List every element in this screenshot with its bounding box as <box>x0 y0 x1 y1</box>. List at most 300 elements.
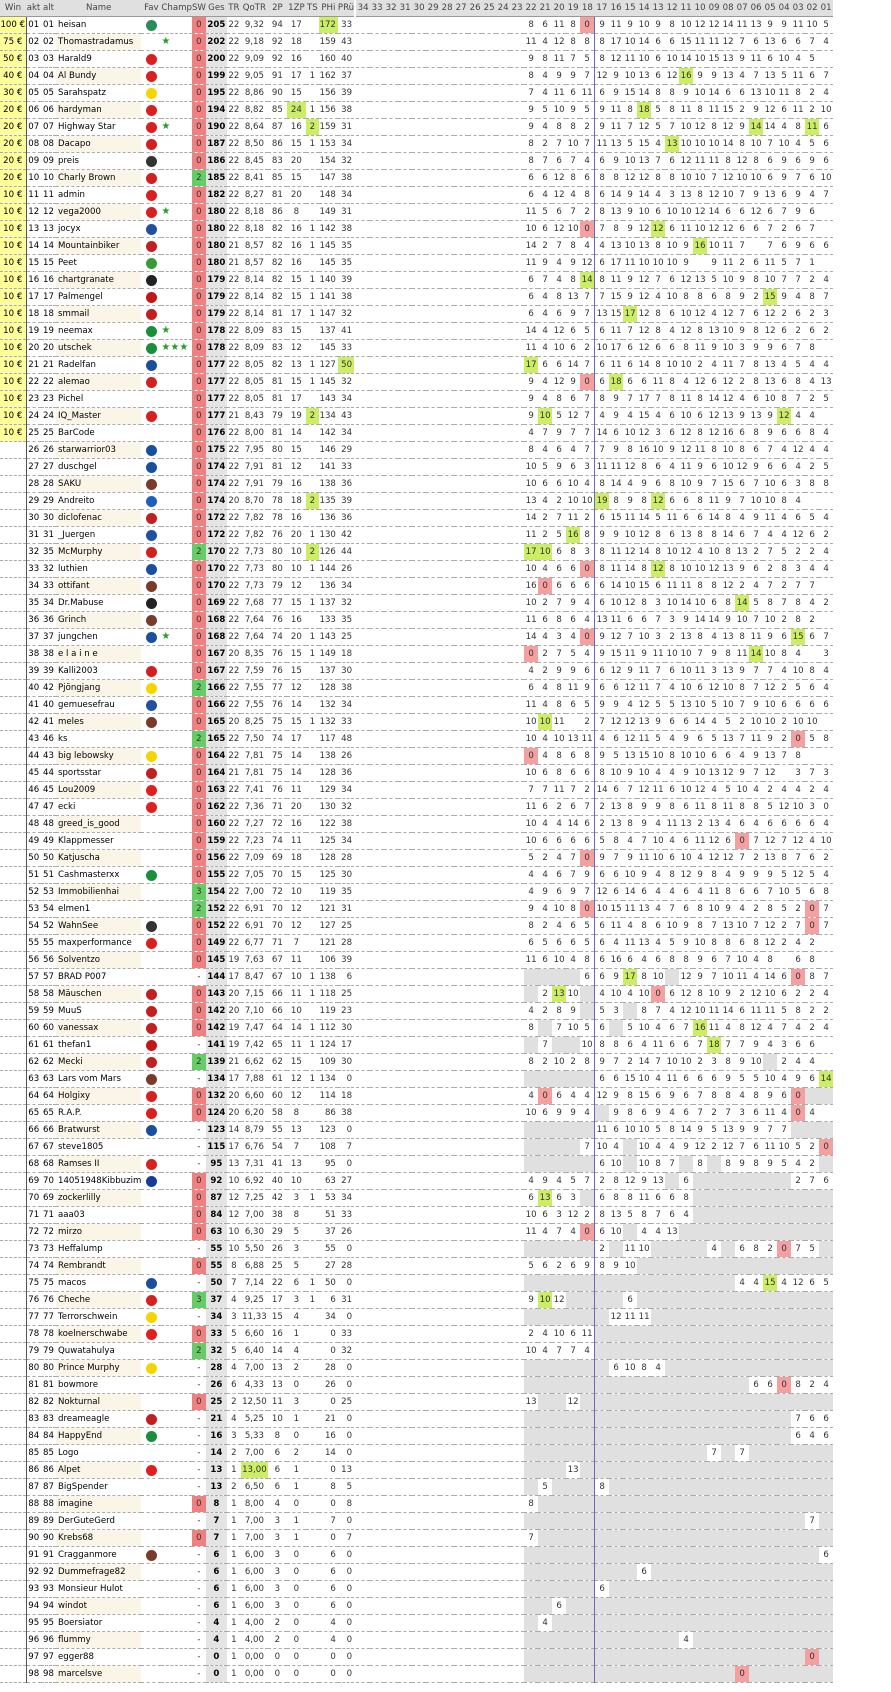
col-round-08[interactable]: 08 <box>721 0 735 17</box>
table-row[interactable] <box>0 1173 833 1190</box>
col-phi[interactable]: PHi <box>319 0 338 17</box>
col-round-05[interactable]: 05 <box>763 0 777 17</box>
player-name-link[interactable]: Heffalump <box>56 1241 141 1258</box>
col-round-33[interactable]: 33 <box>370 0 384 17</box>
col-win[interactable]: Win <box>0 0 26 17</box>
phi-value: 145 <box>319 340 338 357</box>
round-score: 9 <box>707 646 721 663</box>
col-round-30[interactable]: 30 <box>412 0 426 17</box>
col-ts[interactable]: TS <box>306 0 319 17</box>
table-row[interactable] <box>0 663 833 680</box>
table-row[interactable] <box>0 425 833 442</box>
col-round-14[interactable]: 14 <box>637 0 651 17</box>
table-row[interactable] <box>0 1445 833 1462</box>
player-name-link[interactable]: Thomastradamus <box>56 34 141 51</box>
table-row[interactable] <box>0 153 833 170</box>
player-name-link[interactable]: vanessax <box>56 1020 141 1037</box>
round-score: 8 <box>805 476 819 493</box>
col-round-11[interactable]: 11 <box>679 0 693 17</box>
player-name-link[interactable]: Mountainbiker <box>56 238 141 255</box>
table-row[interactable] <box>0 459 833 476</box>
table-row[interactable] <box>0 1428 833 1445</box>
table-row[interactable] <box>0 680 833 697</box>
player-name-link[interactable]: Pjöngjang <box>56 680 141 697</box>
col-round-20[interactable]: 20 <box>552 0 566 17</box>
col-round-22[interactable]: 22 <box>524 0 538 17</box>
round-score <box>580 1360 595 1377</box>
table-row[interactable] <box>0 1343 833 1360</box>
table-row[interactable] <box>0 391 833 408</box>
table-row[interactable] <box>0 748 833 765</box>
table-row[interactable] <box>0 697 833 714</box>
player-name-link[interactable]: Solventzo <box>56 952 141 969</box>
player-name-link[interactable]: BRAD P007 <box>56 969 141 986</box>
player-name-link[interactable]: Boersiator <box>56 1615 141 1632</box>
round-score: 10 <box>524 765 538 782</box>
qotr-value: 8,00 <box>241 1496 268 1513</box>
pru-value: 31 <box>338 901 354 918</box>
player-name-link[interactable]: Pichel <box>56 391 141 408</box>
player-name-link[interactable]: Dr.Mabuse <box>56 595 141 612</box>
round-score <box>496 527 510 544</box>
player-name-link[interactable]: Grinch <box>56 612 141 629</box>
table-row[interactable] <box>0 612 833 629</box>
table-row[interactable] <box>0 629 833 646</box>
round-score: 4 <box>609 935 623 952</box>
round-score: 6 <box>566 1258 580 1275</box>
player-name-link[interactable]: Cragganmore <box>56 1547 141 1564</box>
table-row[interactable] <box>0 1037 833 1054</box>
table-row[interactable] <box>0 578 833 595</box>
player-name-link[interactable]: vega2000 <box>56 204 141 221</box>
round-score: 6 <box>595 1224 610 1241</box>
round-score: 9 <box>749 459 763 476</box>
round-score: 6 <box>749 34 763 51</box>
round-score: 7 <box>777 833 791 850</box>
table-row[interactable] <box>0 799 833 816</box>
col-round-24[interactable]: 24 <box>496 0 510 17</box>
favorite-club-icon <box>141 1088 161 1105</box>
col-round-07[interactable]: 07 <box>735 0 749 17</box>
player-name-link[interactable]: Klappmesser <box>56 833 141 850</box>
table-row[interactable] <box>0 1241 833 1258</box>
table-row[interactable] <box>0 85 833 102</box>
table-row[interactable] <box>0 1564 833 1581</box>
col-round-02[interactable]: 02 <box>805 0 819 17</box>
table-row[interactable] <box>0 476 833 493</box>
player-name-link[interactable]: hardyman <box>56 102 141 119</box>
col-sw[interactable]: SW <box>192 0 206 17</box>
col-fav[interactable]: Fav <box>141 0 161 17</box>
table-row[interactable] <box>0 1615 833 1632</box>
player-name-link[interactable]: imagine <box>56 1496 141 1513</box>
table-row[interactable] <box>0 595 833 612</box>
col-round-34[interactable]: 34 <box>356 0 370 17</box>
table-row[interactable] <box>0 1292 833 1309</box>
col-round-29[interactable]: 29 <box>426 0 440 17</box>
player-name-link[interactable]: Lou2009 <box>56 782 141 799</box>
table-row[interactable] <box>0 289 833 306</box>
player-name-link[interactable]: sportsstar <box>56 765 141 782</box>
player-name-link[interactable]: big lebowsky <box>56 748 141 765</box>
table-row[interactable] <box>0 1326 833 1343</box>
table-row[interactable] <box>0 1411 833 1428</box>
player-name-link[interactable]: WahnSee <box>56 918 141 935</box>
round-score: 8 <box>665 952 679 969</box>
table-row[interactable] <box>0 1581 833 1598</box>
player-name-link[interactable]: BigSpender <box>56 1479 141 1496</box>
table-row[interactable] <box>0 323 833 340</box>
table-row[interactable] <box>0 833 833 850</box>
player-name-link[interactable]: Andreito <box>56 493 141 510</box>
table-row[interactable] <box>0 1547 833 1564</box>
pru-value: 26 <box>338 748 354 765</box>
col-round-28[interactable]: 28 <box>440 0 454 17</box>
player-name-link[interactable]: e l a i n e <box>56 646 141 663</box>
table-row[interactable] <box>0 867 833 884</box>
col-alt[interactable]: alt <box>41 0 56 17</box>
total-points: 186 <box>206 153 227 170</box>
player-name-link[interactable]: Dacapo <box>56 136 141 153</box>
player-name-link[interactable]: Rembrandt <box>56 1258 141 1275</box>
player-name-link[interactable]: Radelfan <box>56 357 141 374</box>
col-name[interactable]: Name <box>56 0 141 17</box>
player-name-link[interactable]: thefan1 <box>56 1037 141 1054</box>
round-score <box>791 1190 805 1207</box>
col-round-16[interactable]: 16 <box>609 0 623 17</box>
player-name-link[interactable]: luthien <box>56 561 141 578</box>
ts-value <box>306 1156 319 1173</box>
player-name-link[interactable]: neemax <box>56 323 141 340</box>
table-row[interactable] <box>0 765 833 782</box>
table-row[interactable] <box>0 238 833 255</box>
table-row[interactable] <box>0 1156 833 1173</box>
player-name-link[interactable]: Logo <box>56 1445 141 1462</box>
player-name-link[interactable]: 14051948Kibbuzim <box>56 1173 141 1190</box>
qotr-value: 8,00 <box>241 425 268 442</box>
player-name-link[interactable]: Palmengel <box>56 289 141 306</box>
player-name-link[interactable]: Dummefrage82 <box>56 1564 141 1581</box>
table-row[interactable] <box>0 1598 833 1615</box>
player-name-link[interactable]: Terrorschwein <box>56 1309 141 1326</box>
table-row[interactable] <box>0 17 833 34</box>
round-score: 3 <box>609 1003 623 1020</box>
table-row[interactable] <box>0 850 833 867</box>
round-score: 6 <box>735 1003 749 1020</box>
col-tr[interactable]: TR <box>227 0 241 17</box>
round-score <box>454 1258 468 1275</box>
round-score <box>468 1037 482 1054</box>
table-row[interactable] <box>0 136 833 153</box>
player-name-link[interactable]: gemuesefrau <box>56 697 141 714</box>
col-round-25[interactable]: 25 <box>482 0 496 17</box>
table-row[interactable] <box>0 527 833 544</box>
player-name-link[interactable]: smmail <box>56 306 141 323</box>
table-row[interactable] <box>0 1462 833 1479</box>
qotr-value: 7,59 <box>241 663 268 680</box>
player-name-link[interactable]: Cashmasterxx <box>56 867 141 884</box>
table-row[interactable] <box>0 51 833 68</box>
table-row[interactable] <box>0 306 833 323</box>
round-score <box>580 1462 595 1479</box>
col-round-19[interactable]: 19 <box>566 0 580 17</box>
round-score <box>412 901 426 918</box>
col-round-13[interactable]: 13 <box>651 0 665 17</box>
table-row[interactable] <box>0 1479 833 1496</box>
round-score: 9 <box>749 748 763 765</box>
player-name-link[interactable]: HappyEnd <box>56 1428 141 1445</box>
round-score <box>538 1530 552 1547</box>
player-name-link[interactable]: heisan <box>56 17 141 34</box>
round-score <box>356 1615 370 1632</box>
player-name-link[interactable]: Alpet <box>56 1462 141 1479</box>
rank-previous: 42 <box>41 680 56 697</box>
col-round-06[interactable]: 06 <box>749 0 763 17</box>
table-row[interactable] <box>0 170 833 187</box>
player-name-link[interactable]: Highway Star <box>56 119 141 136</box>
col-round-09[interactable]: 09 <box>707 0 721 17</box>
player-name-link[interactable]: starwarrior03 <box>56 442 141 459</box>
prize-cell <box>0 527 26 544</box>
player-name-link[interactable]: steve1805 <box>56 1139 141 1156</box>
player-name-link[interactable]: zockerlilly <box>56 1190 141 1207</box>
round-score: 11 <box>609 612 623 629</box>
player-name-link[interactable]: maxperformance <box>56 935 141 952</box>
table-row[interactable] <box>0 1139 833 1156</box>
table-row[interactable] <box>0 1088 833 1105</box>
col-round-15[interactable]: 15 <box>623 0 637 17</box>
player-name-link[interactable]: Ramses II <box>56 1156 141 1173</box>
table-row[interactable] <box>0 408 833 425</box>
player-name-link[interactable]: windot <box>56 1598 141 1615</box>
table-row[interactable] <box>0 731 833 748</box>
player-name-link[interactable]: Mecki <box>56 1054 141 1071</box>
table-row[interactable] <box>0 544 833 561</box>
phi-value: 119 <box>319 1003 338 1020</box>
player-name-link[interactable]: duschgel <box>56 459 141 476</box>
player-name-link[interactable]: diclofenac <box>56 510 141 527</box>
round-score: 6 <box>707 748 721 765</box>
player-name-link[interactable]: BarCode <box>56 425 141 442</box>
table-row[interactable] <box>0 782 833 799</box>
col-round-18[interactable]: 18 <box>580 0 595 17</box>
table-row[interactable] <box>0 1071 833 1088</box>
player-name-link[interactable]: Peet <box>56 255 141 272</box>
player-name-link[interactable]: SAKU <box>56 476 141 493</box>
player-name-link[interactable]: jungchen <box>56 629 141 646</box>
player-name-link[interactable]: jocyx <box>56 221 141 238</box>
round-score <box>552 1394 566 1411</box>
player-name-link[interactable]: Krebs68 <box>56 1530 141 1547</box>
player-name-link[interactable]: ks <box>56 731 141 748</box>
table-row[interactable] <box>0 1207 833 1224</box>
phi-value: 6 <box>319 1292 338 1309</box>
col-1zp[interactable]: 1ZP <box>287 0 306 17</box>
col-round-23[interactable]: 23 <box>510 0 524 17</box>
round-score: 13 <box>595 612 610 629</box>
player-name-link[interactable]: Katjuscha <box>56 850 141 867</box>
player-name-link[interactable]: DerGuteGerd <box>56 1513 141 1530</box>
player-name-link[interactable]: elmen1 <box>56 901 141 918</box>
table-row[interactable] <box>0 952 833 969</box>
table-row[interactable] <box>0 1122 833 1139</box>
col-round-32[interactable]: 32 <box>384 0 398 17</box>
round-score: 12 <box>552 323 566 340</box>
prize-cell <box>0 935 26 952</box>
player-name-link[interactable]: Al Bundy <box>56 68 141 85</box>
table-row[interactable] <box>0 374 833 391</box>
table-row[interactable] <box>0 510 833 527</box>
player-name-link[interactable]: Lars vom Mars <box>56 1071 141 1088</box>
table-row[interactable] <box>0 1377 833 1394</box>
col-round-17[interactable]: 17 <box>595 0 610 17</box>
table-row[interactable] <box>0 1190 833 1207</box>
player-name-link[interactable]: utschek <box>56 340 141 357</box>
table-row[interactable] <box>0 1496 833 1513</box>
col-champ[interactable]: Champ <box>161 0 192 17</box>
table-row[interactable] <box>0 34 833 51</box>
table-row[interactable] <box>0 1105 833 1122</box>
table-row[interactable] <box>0 1224 833 1241</box>
col-pru[interactable]: PRü <box>338 0 354 17</box>
table-row[interactable] <box>0 1054 833 1071</box>
player-name-link[interactable]: Charly Brown <box>56 170 141 187</box>
player-name-link[interactable]: Bratwurst <box>56 1122 141 1139</box>
player-name-link[interactable]: MuuS <box>56 1003 141 1020</box>
player-name-link[interactable]: Prince Murphy <box>56 1360 141 1377</box>
table-row[interactable] <box>0 884 833 901</box>
player-name-link[interactable]: IQ_Master <box>56 408 141 425</box>
player-name-link[interactable]: koelnerschwabe <box>56 1326 141 1343</box>
table-row[interactable] <box>0 1003 833 1020</box>
col-round-04[interactable]: 04 <box>777 0 791 17</box>
table-row[interactable] <box>0 918 833 935</box>
col-ges[interactable]: Ges <box>206 0 227 17</box>
col-akt[interactable]: akt <box>26 0 41 17</box>
table-row[interactable] <box>0 1394 833 1411</box>
col-2p[interactable]: 2P <box>268 0 287 17</box>
table-row[interactable] <box>0 1258 833 1275</box>
player-name-link[interactable]: ecki <box>56 799 141 816</box>
player-name-link[interactable]: Mäuschen <box>56 986 141 1003</box>
table-row[interactable] <box>0 340 833 357</box>
table-row[interactable] <box>0 561 833 578</box>
player-name-link[interactable]: Cheche <box>56 1292 141 1309</box>
player-name-link[interactable]: dreameagle <box>56 1411 141 1428</box>
player-name-link[interactable]: _Juergen <box>56 527 141 544</box>
table-row[interactable] <box>0 1309 833 1326</box>
table-row[interactable] <box>0 1513 833 1530</box>
round-score <box>819 1224 833 1241</box>
player-name-link[interactable]: preis <box>56 153 141 170</box>
table-row[interactable] <box>0 442 833 459</box>
col-round-01[interactable]: 01 <box>819 0 833 17</box>
player-name-link[interactable]: greed_is_good <box>56 816 141 833</box>
table-row[interactable] <box>0 255 833 272</box>
player-name-link[interactable]: chartgranate <box>56 272 141 289</box>
table-row[interactable] <box>0 1275 833 1292</box>
round-score: 4 <box>763 527 777 544</box>
player-name-link[interactable]: Nokturnal <box>56 1394 141 1411</box>
favorite-club-icon <box>141 323 161 340</box>
table-row[interactable] <box>0 714 833 731</box>
table-row[interactable] <box>0 119 833 136</box>
qotr-value: 8,18 <box>241 221 268 238</box>
player-name-link[interactable]: aaa03 <box>56 1207 141 1224</box>
table-row[interactable] <box>0 493 833 510</box>
player-name-link[interactable]: flummy <box>56 1632 141 1649</box>
table-row[interactable] <box>0 272 833 289</box>
table-row[interactable] <box>0 357 833 374</box>
player-name-link[interactable]: Sarahspatz <box>56 85 141 102</box>
col-round-03[interactable]: 03 <box>791 0 805 17</box>
col-round-10[interactable]: 10 <box>693 0 707 17</box>
round-score <box>651 1581 665 1598</box>
table-row[interactable] <box>0 901 833 918</box>
player-name-link[interactable]: Immobilienhai <box>56 884 141 901</box>
player-name-link[interactable]: Holgixy <box>56 1088 141 1105</box>
col-round-12[interactable]: 12 <box>665 0 679 17</box>
player-name-link[interactable]: Monsieur Hulot <box>56 1581 141 1598</box>
player-name-link[interactable]: admin <box>56 187 141 204</box>
table-row[interactable] <box>0 1360 833 1377</box>
player-name-link[interactable]: R.A.P. <box>56 1105 141 1122</box>
round-score: 8 <box>651 357 665 374</box>
player-name-link[interactable]: mirzo <box>56 1224 141 1241</box>
table-row[interactable] <box>0 646 833 663</box>
round-score: 6 <box>791 1037 805 1054</box>
player-name-link[interactable]: macos <box>56 1275 141 1292</box>
table-row[interactable] <box>0 935 833 952</box>
player-name-link[interactable]: McMurphy <box>56 544 141 561</box>
table-row[interactable] <box>0 1530 833 1547</box>
round-score <box>735 1360 749 1377</box>
player-name-link[interactable]: Quwatahulya <box>56 1343 141 1360</box>
round-score: 2 <box>538 918 552 935</box>
round-score <box>749 1496 763 1513</box>
round-score: 10 <box>552 102 566 119</box>
round-score <box>398 102 412 119</box>
col-round-31[interactable]: 31 <box>398 0 412 17</box>
col-round-21[interactable]: 21 <box>538 0 552 17</box>
total-points: 185 <box>206 170 227 187</box>
table-row[interactable] <box>0 1632 833 1649</box>
player-name-link[interactable]: ottifant <box>56 578 141 595</box>
player-name-link[interactable]: Kalli2003 <box>56 663 141 680</box>
player-name-link[interactable]: bowmore <box>56 1377 141 1394</box>
phi-value: 132 <box>319 714 338 731</box>
table-row[interactable] <box>0 102 833 119</box>
round-score <box>412 816 426 833</box>
player-name-link[interactable]: Harald9 <box>56 51 141 68</box>
table-row[interactable] <box>0 816 833 833</box>
player-name-link[interactable]: meles <box>56 714 141 731</box>
table-row[interactable] <box>0 187 833 204</box>
table-row[interactable] <box>0 969 833 986</box>
round-score <box>510 340 524 357</box>
table-row[interactable] <box>0 68 833 85</box>
col-qotr[interactable]: QoTR <box>241 0 268 17</box>
round-score: 13 <box>763 357 777 374</box>
round-score: 11 <box>609 323 623 340</box>
col-round-26[interactable]: 26 <box>468 0 482 17</box>
table-row[interactable] <box>0 986 833 1003</box>
player-name-link[interactable]: alemao <box>56 374 141 391</box>
table-row[interactable] <box>0 221 833 238</box>
col-round-27[interactable]: 27 <box>454 0 468 17</box>
table-row[interactable] <box>0 204 833 221</box>
table-row[interactable] <box>0 1020 833 1037</box>
